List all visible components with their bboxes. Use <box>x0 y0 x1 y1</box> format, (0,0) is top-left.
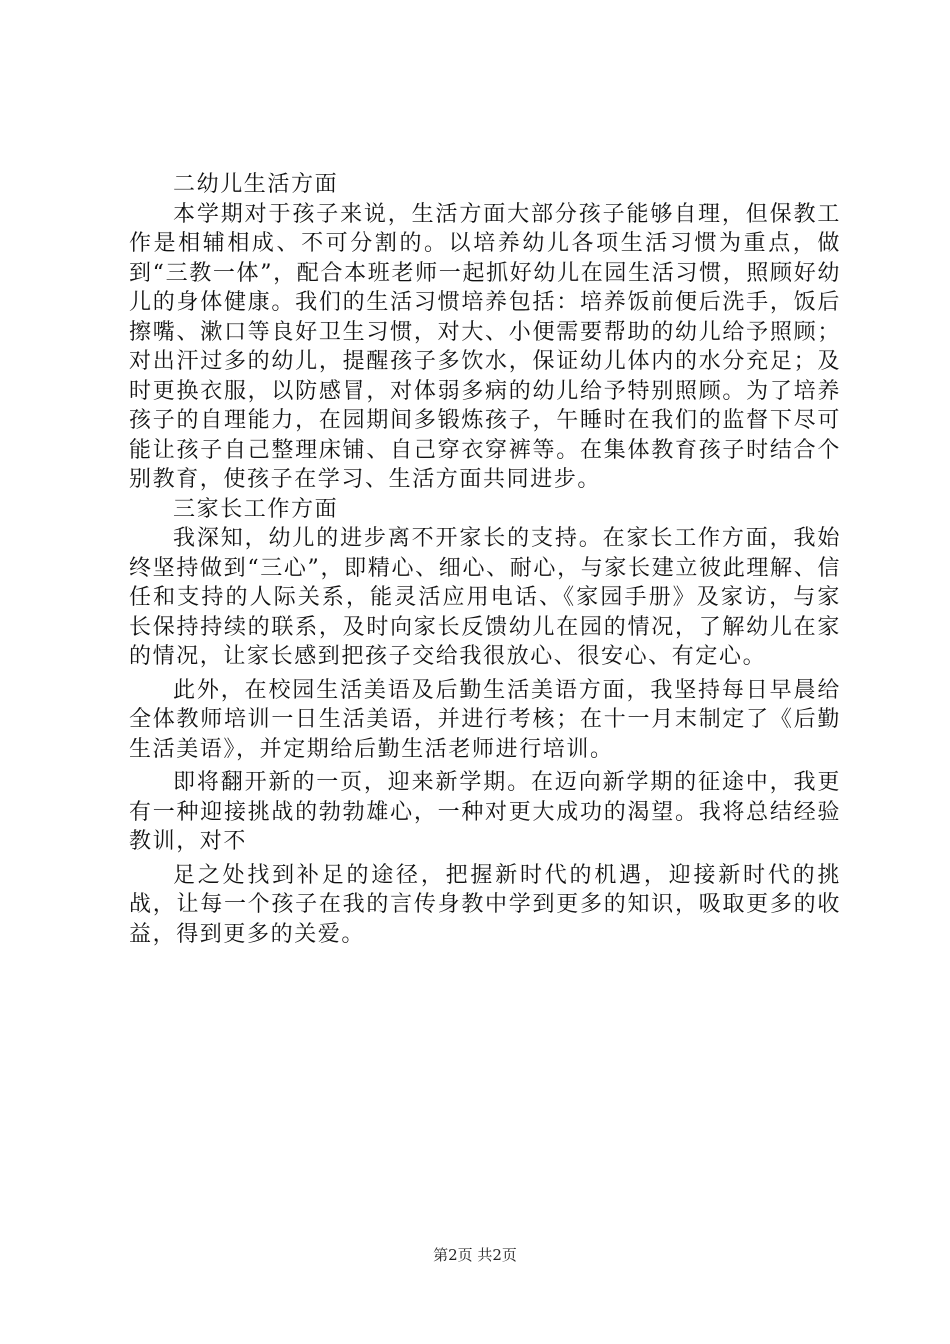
paragraph-life-english: 此外，在校园生活美语及后勤生活美语方面，我坚持每日早晨给全体教师培训一日生活美语，并进行考核；在十一月末制定了《后勤生活美语》，并定期给后勤生活老师进行培训。 <box>129 677 841 762</box>
section-heading-life: 二幼儿生活方面 <box>173 172 339 197</box>
paragraph-new-semester: 即将翻开新的一页，迎来新学期。在迈向新学期的征途中，我更有一种迎接挑战的勃勃雄心，一种对更大成功的渴望。我将总结经验教训，对不 <box>129 770 841 854</box>
paragraph-closing: 足之处找到补足的途径，把握新时代的机遇，迎接新时代的挑战，让每一个孩子在我的言传身教中学到更多的知识，吸取更多的收益，得到更多的关爱。 <box>129 862 841 947</box>
document-body <box>129 170 841 949</box>
section-heading-parents: 三家长工作方面 <box>173 496 339 522</box>
paragraph-parent-work: 我深知，幼儿的进步离不开家长的支持。在家长工作方面，我始终坚持做到“三心”，即精心、细心、耐心，与家长建立彼此理解、信任和支持的人际关系，能灵活应用电话、《家园手册》及家访，与家长保持持续的联系，及时向家长反馈幼儿在园的情况，了解幼儿在家的情况，让家长感到把孩子交给我很放心、很安心、有定心。 <box>129 526 841 669</box>
paragraph-life-habits: 本学期对于孩子来说，生活方面大部分孩子能够自理，但保教工作是相辅相成、不可分割的。以培养幼儿各项生活习惯为重点，做到“三教一体”，配合本班老师一起抓好幼儿在园生活习惯，照顾好幼儿的身体健康。我们的生活习惯培养包括：培养饭前便后洗手，饭后擦嘴、漱口等良好卫生习惯，对大、小便需要帮助的幼儿给予照顾；对出汗过多的幼儿，提醒孩子多饮水，保证幼儿体内的水分充足；及时更换衣服，以防感冒，对体弱多病的幼儿给予特别照顾。为了培养孩子的自理能力，在园期间多锻炼孩子，午睡时在我们的监督下尽可能让孩子自己整理床铺、自己穿衣穿裤等。在集体教育孩子时结合个别教育，使孩子在学习、生活方面共同进步。 <box>129 201 841 492</box>
page-footer: 第2页 共2页 <box>433 1246 517 1264</box>
